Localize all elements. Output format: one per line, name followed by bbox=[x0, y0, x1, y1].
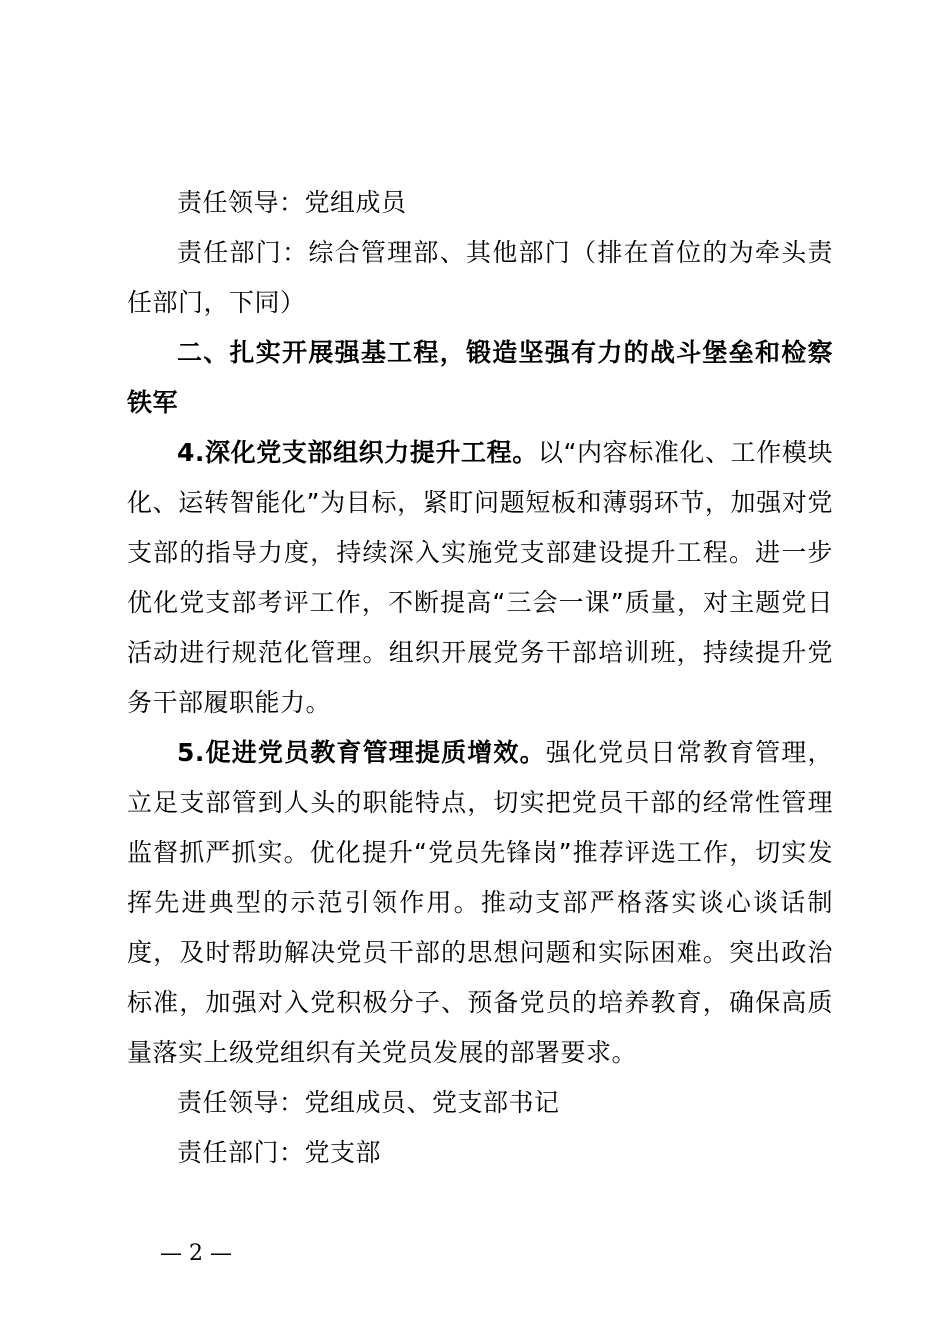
document-body bbox=[127, 178, 833, 1178]
responsible-department-line-2: 责任部门：党支部 bbox=[177, 1138, 382, 1167]
item-5-title: 5.促进党员教育管理提质增效。 bbox=[177, 738, 546, 767]
item-5-paragraph bbox=[127, 728, 833, 1078]
page-number: — 2 — bbox=[160, 1241, 232, 1266]
item-4-paragraph bbox=[127, 428, 833, 728]
item-5-body: 强化党员日常教育管理，立足支部管到人头的职能特点，切实把党员干部的经常性管理监督抓严抓实。优化提升“党员先锋岗”推荐评选工作，切实发挥先进典型的示范引领作用。推动支部严格落实谈心谈话制度，及时帮助解决党员干部的思想问题和实际困难。突出政治标准，加强对入党积极分子、预备党员的培养教育，确保高质量落实上级党组织有关党员发展的部署要求。 bbox=[127, 738, 833, 1067]
item-4-body: 以“内容标准化、工作模块化、运转智能化”为目标，紧盯问题短板和薄弱环节，加强对党支部的指导力度，持续深入实施党支部建设提升工程。进一步优化党支部考评工作，不断提高“三会一课”质量，对主题党日活动进行规范化管理。组织开展党务干部培训班，持续提升党务干部履职能力。 bbox=[127, 438, 833, 717]
responsible-leader-line-2: 责任领导：党组成员、党支部书记 bbox=[177, 1088, 560, 1117]
item-4-title: 4.深化党支部组织力提升工程。 bbox=[177, 438, 538, 467]
responsible-leader-line: 责任领导：党组成员 bbox=[177, 188, 407, 217]
section-heading: 二、扎实开展强基工程，锻造坚强有力的战斗堡垒和检察铁军 bbox=[127, 338, 833, 417]
responsible-department-line: 责任部门：综合管理部、其他部门（排在首位的为牵头责任部门，下同） bbox=[127, 238, 833, 317]
